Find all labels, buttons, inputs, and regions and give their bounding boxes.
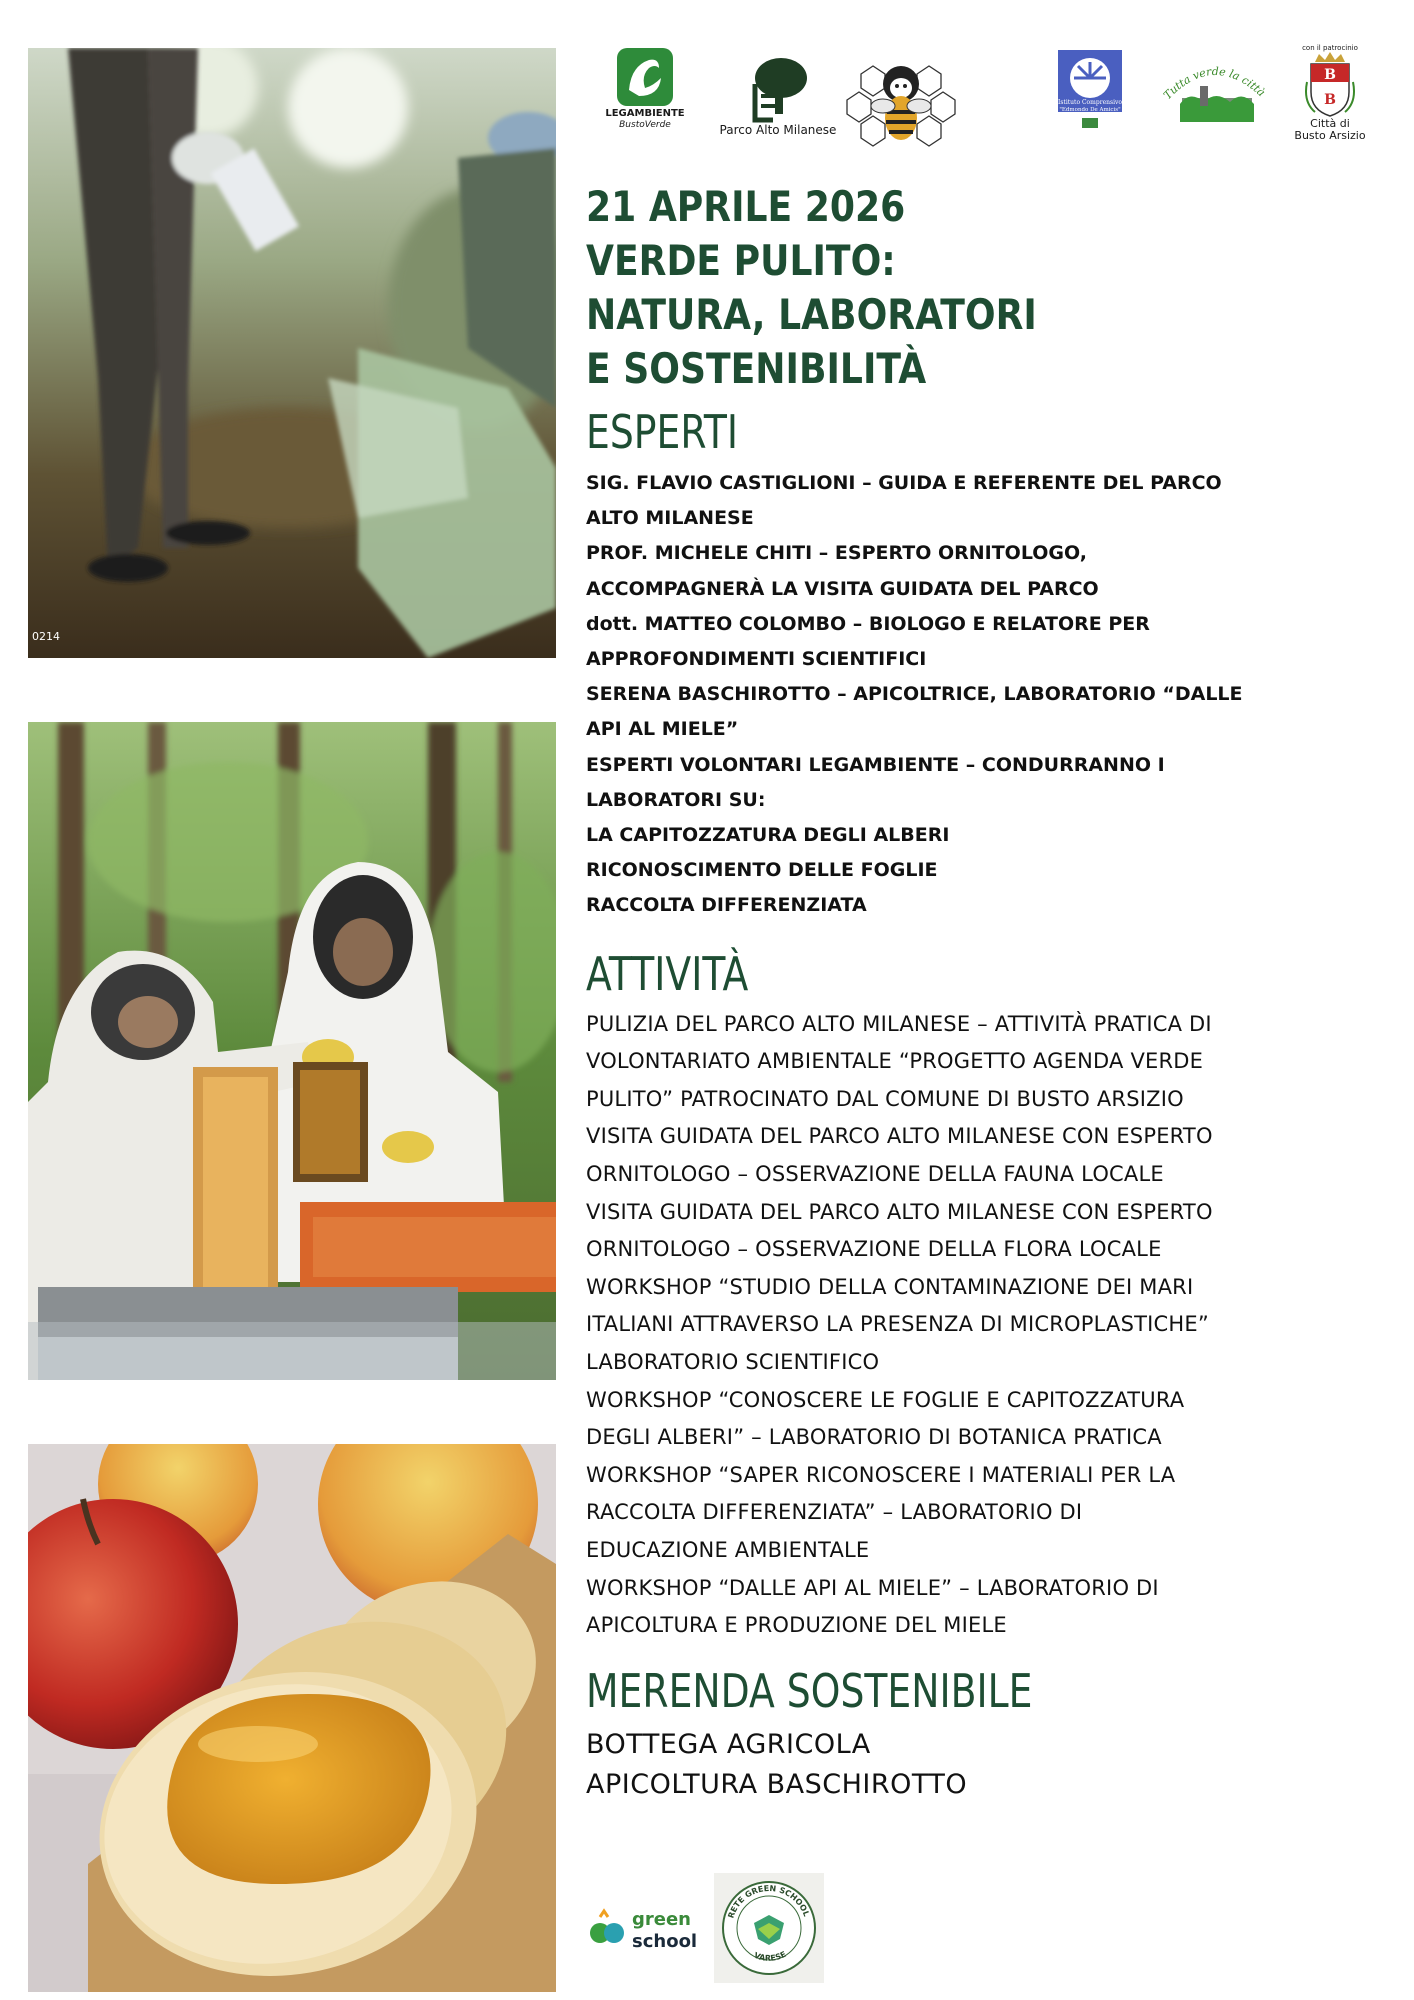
city-green-icon <box>1160 60 1270 126</box>
citta-line-2: Busto Arsizio <box>1294 129 1366 142</box>
rete-green-school-logo <box>714 1873 824 1983</box>
activity-line: DEGLI ALBERI” – LABORATORIO DI BOTANICA PRATICA <box>586 1425 1162 1450</box>
activity-line: EDUCAZIONE AMBIENTALE <box>586 1537 870 1562</box>
parco-name: Parco Alto Milanese <box>719 123 837 137</box>
expert-line: PROF. MICHELE CHITI – ESPERTO ORNITOLOGO, <box>586 542 1087 565</box>
activity-line: PULITO” PATROCINATO DAL COMUNE DI BUSTO ARSIZIO <box>586 1086 1184 1111</box>
hands-icon <box>1054 48 1126 130</box>
activity-line: WORKSHOP “SAPER RICONOSCERE I MATERIALI PER LA <box>586 1462 1176 1487</box>
activity-line: PULIZIA DEL PARCO ALTO MILANESE – ATTIVITÀ PRATICA DI <box>586 1011 1212 1036</box>
legambiente-logo <box>600 46 690 130</box>
expert-line: SIG. FLAVIO CASTIGLIONI – GUIDA E REFERENTE DEL PARCO <box>586 472 1222 494</box>
bee-honeycomb-logo <box>842 54 960 150</box>
svg-text:B: B <box>1324 92 1336 108</box>
legambiente-sub: BustoVerde <box>619 120 671 130</box>
bee-icon <box>843 54 959 150</box>
expert-line: SERENA BASCHIROTTO – APICOLTRICE, LABORATORIO “DALLE <box>586 683 1243 706</box>
activities-list <box>586 1006 1386 1645</box>
activity-line: LABORATORIO SCIENTIFICO <box>586 1349 880 1374</box>
snack-line: BOTTEGA AGRICOLA <box>586 1728 871 1760</box>
activity-line: WORKSHOP “DALLE API AL MIELE” – LABORATORIO DI <box>586 1575 1159 1600</box>
activity-line: ORNITOLOGO – OSSERVAZIONE DELLA FLORA LOCALE <box>586 1237 1162 1262</box>
tutta-verde-text: Tutta verde la città <box>1161 64 1268 102</box>
activity-line: RACCOLTA DIFFERENZIATA” – LABORATORIO DI <box>586 1500 1083 1525</box>
activity-line: WORKSHOP “CONOSCERE LE FOGLIE E CAPITOZZATURA <box>586 1387 1185 1412</box>
expert-line: ALTO MILANESE <box>586 507 754 530</box>
legambiente-swan-icon <box>615 46 675 108</box>
title-line-4: E SOSTENIBILITÀ <box>586 344 927 393</box>
expert-line: LABORATORI SU: <box>586 788 766 811</box>
green-school-word-1: green <box>632 1909 691 1930</box>
citta-line-1: Città di <box>1310 117 1350 130</box>
photo-honey-bread <box>28 1444 556 1992</box>
green-school-leaf-icon <box>586 1903 706 1953</box>
activity-line: WORKSHOP “STUDIO DELLA CONTAMINAZIONE DEI MARI <box>586 1274 1194 1299</box>
event-content <box>586 180 1386 1805</box>
citta-busto-arsizio-logo <box>1280 44 1380 142</box>
rete-ring-icon <box>714 1873 824 1983</box>
expert-line: dott. MATTEO COLOMBO – BIOLOGO E RELATORE PER <box>586 612 1150 635</box>
experts-heading: ESPERTI <box>586 405 738 459</box>
green-school-word-2: school <box>632 1931 698 1952</box>
title-date: 21 APRILE 2026 <box>586 182 906 231</box>
expert-line: ACCOMPAGNERÀ LA VISITA GUIDATA DEL PARCO <box>586 577 1099 600</box>
activity-line: VISITA GUIDATA DEL PARCO ALTO MILANESE CON ESPERTO <box>586 1124 1213 1149</box>
expert-line: LA CAPITOZZATURA DEGLI ALBERI <box>586 824 950 847</box>
expert-line: RICONOSCIMENTO DELLE FOGLIE <box>586 859 938 882</box>
patrocinio-label: con il patrocinio <box>1302 44 1358 52</box>
tree-icon <box>743 54 813 124</box>
snack-list <box>586 1725 1386 1805</box>
activities-heading: ATTIVITÀ <box>586 946 749 1001</box>
title-line-3: NATURA, LABORATORI <box>586 290 1037 339</box>
legambiente-name: LEGAMBIENTE <box>605 108 685 119</box>
rete-ring-text: RETE GREEN SCHOOL <box>726 1883 811 1920</box>
svg-text:B: B <box>1324 67 1336 83</box>
event-title <box>586 180 1386 396</box>
istituto-line-2: "Edmondo De Amicis" <box>1059 107 1121 113</box>
title-line-2: VERDE PULITO: <box>586 236 896 285</box>
partner-logos <box>600 46 1380 156</box>
istituto-line-1: Istituto Comprensivo <box>1057 99 1123 106</box>
activity-line: ITALIANI ATTRAVERSO LA PRESENZA DI MICROPLASTICHE” <box>586 1312 1209 1337</box>
activity-line: ORNITOLOGO – OSSERVAZIONE DELLA FAUNA LOCALE <box>586 1162 1164 1187</box>
expert-line: APPROFONDIMENTI SCIENTIFICI <box>586 648 927 671</box>
istituto-comprensivo-logo <box>1046 48 1134 130</box>
expert-line: RACCOLTA DIFFERENZIATA <box>586 894 867 917</box>
activity-line: VISITA GUIDATA DEL PARCO ALTO MILANESE CON ESPERTO <box>586 1199 1213 1224</box>
activity-line: APICOLTURA E PRODUZIONE DEL MIELE <box>586 1613 1007 1638</box>
photo-park-cleanup <box>28 48 556 658</box>
snack-line: APICOLTURA BASCHIROTTO <box>586 1768 968 1800</box>
green-school-logo <box>586 1903 706 1953</box>
activity-line: VOLONTARIATO AMBIENTALE “PROGETTO AGENDA VERDE <box>586 1049 1204 1074</box>
school-logos <box>586 1873 826 1983</box>
photo-beekeepers <box>28 722 556 1380</box>
expert-line: API AL MIELE” <box>586 718 739 741</box>
parco-alto-milanese-logo <box>718 54 838 136</box>
photo-code-label: 0214 <box>32 630 60 643</box>
snack-heading: MERENDA SOSTENIBILE <box>586 1663 1033 1718</box>
expert-line: ESPERTI VOLONTARI LEGAMBIENTE – CONDURRANNO I <box>586 753 1165 776</box>
experts-list <box>586 466 1386 924</box>
rete-city-text: VARESE <box>752 1949 788 1963</box>
tutta-verde-logo <box>1160 60 1270 126</box>
city-crest-icon <box>1305 52 1355 118</box>
